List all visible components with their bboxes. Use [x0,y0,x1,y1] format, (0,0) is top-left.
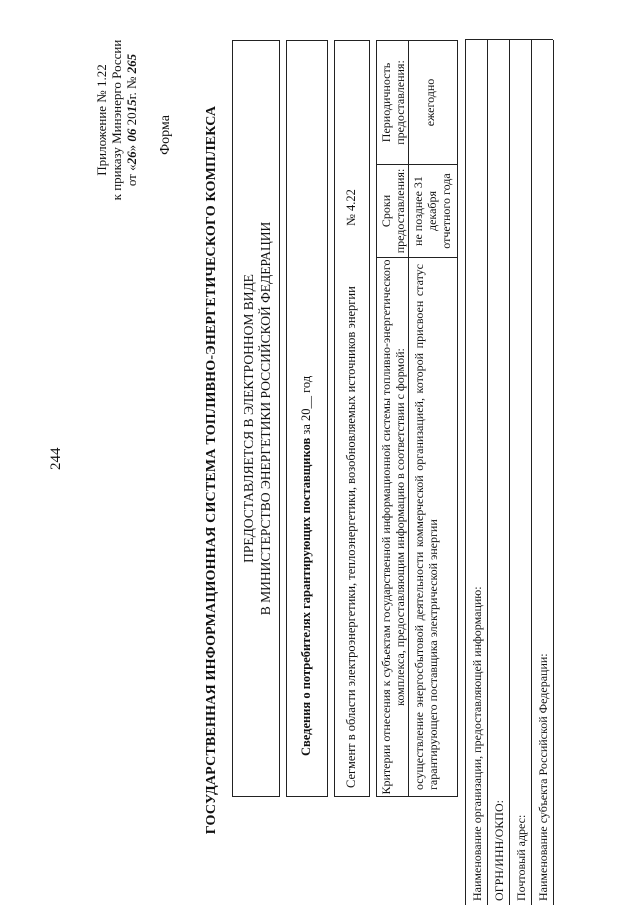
org-ids-field[interactable]: ОГРН/ИНН/ОКПО: [488,40,510,905]
periodicity-header: Периодичность предоставления: [377,41,409,164]
deadline-column [377,164,457,257]
appendix-line1: Приложение № 1.22 [94,64,109,176]
submission-line1: ПРЕДОСТАВЛЯЕТСЯ В ЭЛЕКТРОННОМ ВИДЕ [241,274,256,563]
submission-line2: В МИНИСТЕРСТВО ЭНЕРГЕТИКИ РОССИЙСКОЙ ФЕДЕРАЦИИ [258,221,273,616]
appendix-line2: к приказу Минэнерго России [109,39,124,201]
report-title-box [286,40,328,797]
report-title: Сведения о потребителях гарантирующих поставщиков [299,437,313,756]
appendix-reference [94,15,139,225]
form-number: № 4.22 [344,189,358,226]
main-title: ГОСУДАРСТВЕННАЯ ИНФОРМАЦИОННАЯ СИСТЕМА ТОПЛИВНО-ЭНЕРГЕТИЧЕСКОГО КОМПЛЕКСА [204,105,219,835]
form-label: Форма [158,115,173,155]
region-field[interactable]: Наименование субъекта Российской Федерации: [532,40,554,905]
criteria-column [377,257,457,796]
segment-text: Сегмент в области электроэнергетики, теплоэнергетики, возобновляемых источников энергии [344,286,358,788]
organization-fields [465,40,550,905]
segment-box [334,40,370,797]
criteria-value: осуществление энергосбытовой деятельности коммерческой организацией, которой присвоен статус гарантирующего поставщика электрической энергии [412,264,440,790]
org-name-field[interactable]: Наименование организации, предоставляющей информацию: [466,40,488,905]
submission-box [232,40,280,797]
organization-fields-border [465,39,553,40]
appendix-line3: от «26» 06 2015г. № 265 [124,53,139,187]
page-number: 244 [48,447,64,470]
deadline-value: не позднее 31 декабря отчетного года [411,173,453,249]
periodicity-column [377,41,457,164]
report-year: за 20__ год [299,375,313,438]
postal-address-field[interactable]: Почтовый адрес: [510,40,532,905]
criteria-table [376,40,458,797]
periodicity-value: ежегодно [423,78,437,127]
deadline-header: Сроки предоставления: [377,165,409,257]
criteria-header: Критерии отнесения к субъектам государственной информационной системы топливно-энергетического комплекса, предоставляющим информацию в соответствии с формой: [379,259,407,795]
